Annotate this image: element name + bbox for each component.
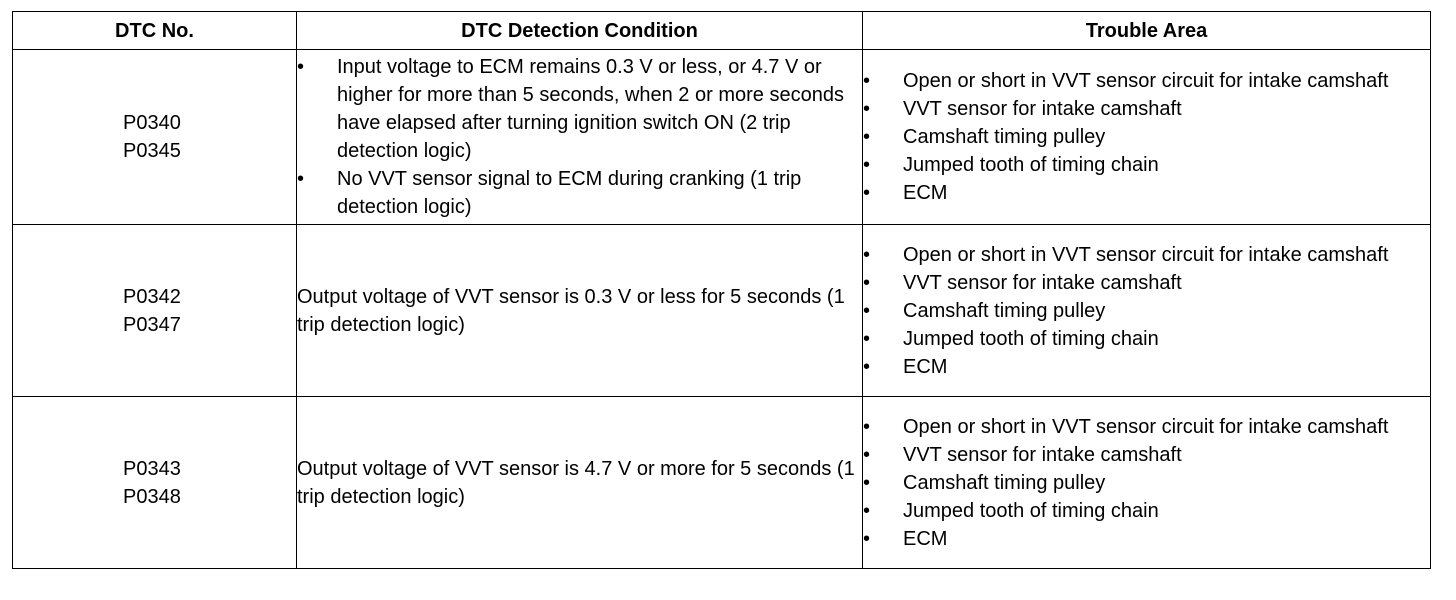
- condition-cell: [297, 225, 863, 397]
- bullet-icon: •: [863, 182, 871, 204]
- bullet-icon: •: [297, 168, 305, 190]
- header-row: [13, 12, 1431, 50]
- bullet-icon: •: [863, 70, 871, 92]
- dtc-cell: [13, 50, 297, 225]
- trouble-area-text: VVT sensor for intake camshaft: [903, 98, 1182, 120]
- trouble-area-item: [863, 353, 1430, 381]
- dtc-code: P0340: [123, 112, 181, 134]
- trouble-area-text: Open or short in VVT sensor circuit for intake camshaft: [903, 415, 1389, 438]
- trouble-area-item: [863, 241, 1430, 269]
- dtc-cell: [13, 225, 297, 397]
- trouble-area-item: [863, 67, 1430, 95]
- dtc-code: P0342: [123, 285, 181, 308]
- table-row: [13, 225, 1431, 397]
- trouble-area-item: [863, 441, 1430, 469]
- bullet-icon: •: [863, 126, 871, 148]
- trouble-area-item: [863, 525, 1430, 553]
- bullet-icon: •: [863, 499, 871, 522]
- bullet-icon: •: [863, 355, 871, 378]
- condition-text: Output voltage of VVT sensor is 0.3 V or less for 5 seconds (1 trip detection logic): [297, 285, 845, 336]
- bullet-icon: •: [863, 471, 871, 494]
- trouble-area-text: Camshaft timing pulley: [903, 299, 1106, 322]
- condition-cell: [297, 397, 863, 569]
- bullet-icon: •: [863, 299, 871, 322]
- trouble-area-text: Camshaft timing pulley: [903, 471, 1106, 494]
- condition-list: [297, 53, 862, 221]
- trouble-area-text: Jumped tooth of timing chain: [903, 327, 1159, 350]
- bullet-icon: •: [863, 527, 871, 550]
- trouble-area-item: [863, 269, 1430, 297]
- bullet-icon: •: [297, 56, 305, 78]
- bullet-icon: •: [863, 327, 871, 350]
- trouble-area-item: [863, 123, 1430, 151]
- trouble-area-text: Jumped tooth of timing chain: [903, 499, 1159, 522]
- table-row: [13, 397, 1431, 569]
- header-detection-condition: DTC Detection Condition: [297, 12, 863, 50]
- dtc-code: P0343: [123, 457, 181, 480]
- dtc-cell: [13, 397, 297, 569]
- bullet-icon: •: [863, 98, 871, 120]
- trouble-area-item: [863, 179, 1430, 207]
- bullet-icon: •: [863, 154, 871, 176]
- condition-text: No VVT sensor signal to ECM during cranking (1 trip detection logic): [337, 168, 802, 218]
- dtc-code: P0348: [123, 485, 181, 508]
- header-trouble-area: Trouble Area: [863, 12, 1431, 50]
- trouble-area-text: VVT sensor for intake camshaft: [903, 443, 1182, 466]
- trouble-area-list: [863, 413, 1430, 553]
- trouble-area-text: Open or short in VVT sensor circuit for intake camshaft: [903, 70, 1389, 92]
- bullet-icon: •: [863, 243, 871, 266]
- table-row: [13, 50, 1431, 225]
- trouble-area-list: [863, 241, 1430, 381]
- trouble-area-cell: [863, 397, 1431, 569]
- trouble-area-text: Camshaft timing pulley: [903, 126, 1106, 148]
- condition-item: [297, 165, 862, 221]
- condition-text: Input voltage to ECM remains 0.3 V or less, or 4.7 V or higher for more than 5 seconds, when 2 or more seconds have elapsed after turning ignition switch ON (2 trip detection logic): [337, 56, 844, 162]
- trouble-area-cell: [863, 50, 1431, 225]
- trouble-area-text: Jumped tooth of timing chain: [903, 154, 1159, 176]
- trouble-area-item: [863, 95, 1430, 123]
- bullet-icon: •: [863, 415, 871, 438]
- trouble-area-item: [863, 469, 1430, 497]
- trouble-area-cell: [863, 225, 1431, 397]
- bullet-icon: •: [863, 271, 871, 294]
- trouble-area-text: Open or short in VVT sensor circuit for intake camshaft: [903, 243, 1389, 266]
- trouble-area-item: [863, 151, 1430, 179]
- trouble-area-item: [863, 325, 1430, 353]
- trouble-area-text: ECM: [903, 182, 948, 204]
- dtc-code: P0345: [123, 140, 181, 162]
- trouble-area-item: [863, 297, 1430, 325]
- trouble-area-item: [863, 497, 1430, 525]
- condition-item: [297, 53, 862, 165]
- dtc-code: P0347: [123, 313, 181, 336]
- bullet-icon: •: [863, 443, 871, 466]
- trouble-area-text: VVT sensor for intake camshaft: [903, 271, 1182, 294]
- condition-cell: [297, 50, 863, 225]
- trouble-area-text: ECM: [903, 355, 948, 378]
- dtc-table: [12, 11, 1431, 569]
- condition-text: Output voltage of VVT sensor is 4.7 V or more for 5 seconds (1 trip detection logic): [297, 457, 855, 508]
- trouble-area-item: [863, 413, 1430, 441]
- trouble-area-text: ECM: [903, 527, 948, 550]
- header-dtc-no: DTC No.: [13, 12, 297, 50]
- trouble-area-list: [863, 67, 1430, 207]
